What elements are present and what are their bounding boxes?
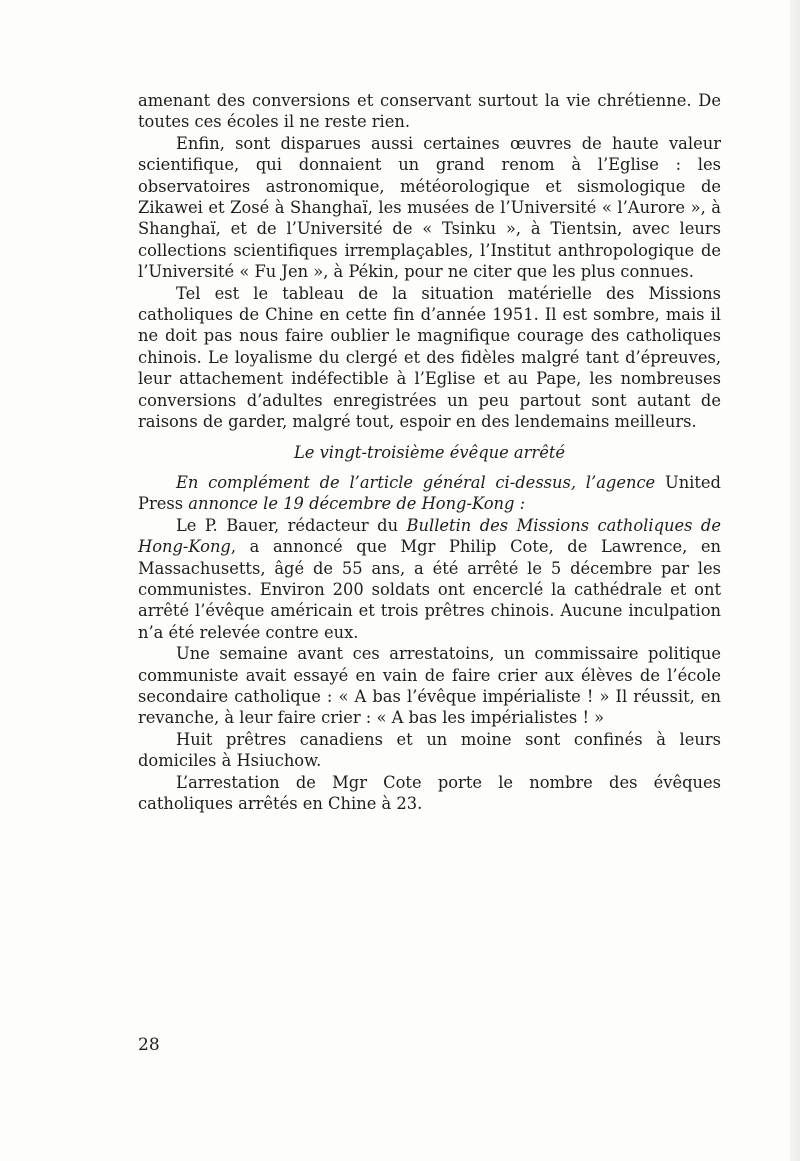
body-text — [138, 90, 721, 814]
intro-italic-2: annonce le 19 décembre de Hong-Kong : — [188, 494, 526, 514]
page-number: 28 — [138, 1035, 160, 1055]
bauer-after: , a annoncé que Mgr Philip Cote, de Lawrence, en Massachusetts, âgé de 55 ans, a été arrêté le 5 décembre par les communistes. Environ 200 soldats ont encerclé la cathédrale et ont arrêté l’évêque américain et trois prêtres chinois. Aucune inculpation n’a été relevée contre eux. — [138, 537, 721, 642]
paragraph-arrest-count: L’arrestation de Mgr Cote porte le nombre des évêques catholiques arrêtés en Chine à 23. — [138, 772, 721, 813]
paragraph-priests: Huit prêtres canadiens et un moine sont confinés à leurs domiciles à Hsiuchow. — [138, 729, 721, 771]
bauer-before: Le P. Bauer, rédacteur du — [176, 515, 407, 535]
paragraph-continuation: amenant des conversions et conservant surtout la vie chrétienne. De toutes ces écoles il ne reste rien. — [138, 91, 721, 132]
paragraph-bauer — [138, 515, 721, 643]
section-title: Le vingt-troisième évêque arrêté — [293, 442, 566, 462]
paragraph-lost-works: Enfin, sont disparues aussi certaines œuvres de haute valeur scientifique, qui donnaient un grand renom à l’Eglise : les observatoires astronomique, météorologique et sismologique de Zikawei et Zosé à Shanghaï, les musées de l’Université « l’Aurore », à Shanghaï, et de l’Université de « Tsinku », à Tientsin, avec leurs collections scientifiques irremplaçables, l’Institut anthropologique de l’Université « Fu Jen », à Pékin, pour ne citer que les plus connues. — [138, 133, 721, 282]
agency-name: United Press — [138, 472, 721, 514]
paragraph-situation: Tel est le tableau de la situation matérielle des Missions catholiques de Chine en cette fin d’année 1951. Il est sombre, mais il ne doit pas nous faire oublier le magnifique courage des catholiques chinois. Le loyalisme du clergé et des fidèles malgré tant d’épreuves, leur attachement indéfectible à l’Eglise et au Pape, les nombreuses conversions d’adultes enregistrées un peu partout sont autant de raisons de garder, malgré tout, espoir en des lendemains meilleurs. — [138, 283, 721, 432]
intro-paragraph — [138, 472, 721, 515]
paragraph-commissaire: Une semaine avant ces arrestatoins, un commissaire politique communiste avait essayé en vain de faire crier aux élèves de l’école secondaire catholique : « A bas l’évêque impérialiste ! » Il réussit, en revanche, à leur faire crier : « A bas les impérialistes ! » — [138, 644, 721, 728]
page-edge-shadow — [790, 0, 800, 1161]
intro-italic-1: En complément de l’article général ci-dessus, l’agence — [176, 472, 656, 492]
bulletin-title: Bulletin des Missions catholiques de Hong-Kong — [138, 515, 721, 557]
